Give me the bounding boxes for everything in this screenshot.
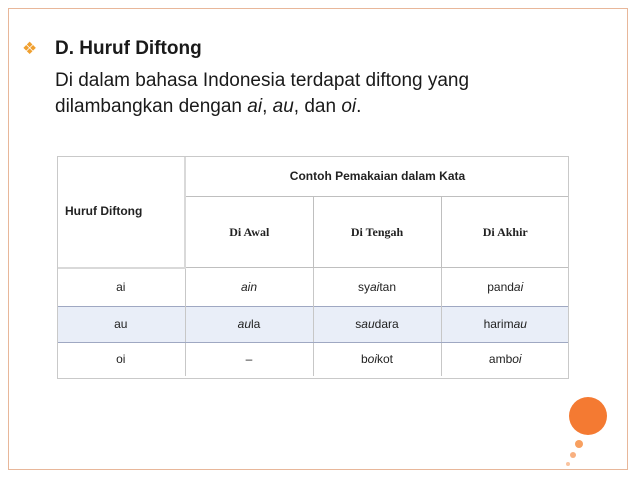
- small-circle-decoration: [575, 440, 583, 448]
- para-ai: ai: [247, 96, 263, 117]
- slide-paragraph: [55, 68, 575, 120]
- akhir-pre: amb: [488, 352, 513, 366]
- header-di-tengah: Di Tengah: [313, 197, 441, 268]
- tengah-italic: au: [361, 317, 375, 331]
- diftong-table: [57, 156, 569, 376]
- akhir-italic: oi: [512, 352, 522, 366]
- akhir-italic: au: [513, 317, 527, 331]
- orange-circle-decoration: [569, 397, 607, 435]
- tengah-pre: b: [360, 352, 368, 366]
- header-di-awal: Di Awal: [229, 224, 270, 239]
- tengah-pre: s: [355, 317, 362, 331]
- cell-akhir: [441, 342, 569, 376]
- tengah-post: dara: [374, 317, 399, 331]
- cell-tengah: [313, 268, 441, 307]
- table-row: [57, 306, 569, 342]
- header-huruf-diftong: Huruf Diftong: [57, 156, 185, 268]
- table-row: [57, 342, 569, 376]
- cell-akhir: [441, 306, 569, 342]
- tengah-post: tan: [379, 279, 397, 294]
- cell-tengah: [313, 342, 441, 376]
- small-circle-decoration: [566, 462, 570, 466]
- tengah-post: kot: [377, 352, 394, 366]
- cell-awal: –: [185, 342, 313, 376]
- akhir-pre: pand: [487, 279, 514, 294]
- akhir-italic: ai: [513, 279, 524, 294]
- header-contoh-pemakaian: Contoh Pemakaian dalam Kata: [185, 156, 569, 197]
- cell-awal: [185, 268, 313, 307]
- slide-heading: D. Huruf Diftong: [55, 38, 202, 59]
- tengah-italic: ai: [369, 279, 380, 294]
- tengah-pre: sy: [357, 279, 370, 294]
- para-line2-text: dilambangkan dengan: [55, 96, 248, 117]
- para-sep2: , dan: [293, 96, 342, 117]
- akhir-pre: harim: [483, 317, 514, 331]
- small-circle-decoration: [570, 452, 576, 458]
- cell-awal: [185, 306, 313, 342]
- cell-letter: au: [57, 306, 185, 342]
- table-row: [57, 268, 569, 307]
- para-sep1: ,: [262, 96, 273, 117]
- para-line1: Di dalam bahasa Indonesia terdapat diftong yang: [55, 70, 470, 91]
- para-oi: oi: [341, 96, 357, 117]
- awal-italic: ain: [240, 279, 257, 294]
- awal-italic: au: [237, 317, 251, 331]
- header-di-akhir: Di Akhir: [441, 197, 569, 268]
- awal-post: la: [251, 317, 261, 331]
- cell-letter: oi: [116, 352, 126, 366]
- cell-tengah: [313, 306, 441, 342]
- tengah-italic: oi: [367, 352, 377, 366]
- cell-letter: ai: [57, 268, 185, 307]
- diamond-bullet-icon: ❖: [22, 39, 38, 58]
- para-end: .: [356, 96, 362, 117]
- para-au: au: [272, 96, 294, 117]
- cell-akhir: [441, 268, 569, 307]
